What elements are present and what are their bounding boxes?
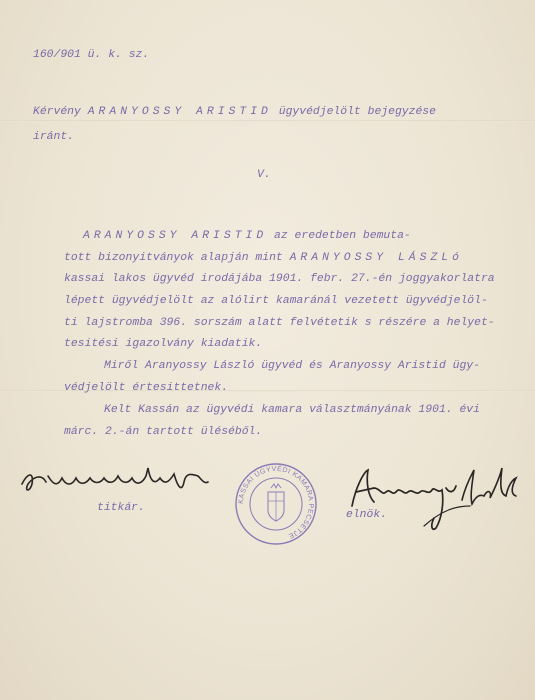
subject-name: ARANYOSSY ARISTID xyxy=(87,106,272,118)
body-text: tott bizonyitványok alapján mint xyxy=(64,252,290,264)
secretary-signature xyxy=(14,462,214,502)
paragraph-1-line-5: ti lajstromba 396. sorszám alatt felvétetik s részére a helyet- xyxy=(64,317,495,329)
secretary-label: titkár. xyxy=(97,502,145,514)
subject-line-1 xyxy=(33,106,436,118)
paragraph-3-line-2: márc. 2.-án tartott üléséből. xyxy=(64,426,263,438)
paragraph-2-line-1: Miről Aranyossy László ügyvéd és Aranyossy Aristid ügy- xyxy=(104,360,480,372)
file-number: 160/901 ü. k. sz. xyxy=(33,49,150,61)
subject-text: ügyvédjelölt bejegyzése xyxy=(271,106,436,118)
paragraph-1-line-3: kassai lakos ügyvéd irodájába 1901. febr. 27.-én joggyakorlatra xyxy=(64,273,495,285)
body-text: az eredetben bemuta- xyxy=(267,230,411,242)
president-signature xyxy=(346,466,522,538)
paragraph-1-line-1 xyxy=(83,226,411,247)
paragraph-3-line-1: Kelt Kassán az ügyvédi kamara választmányának 1901. évi xyxy=(104,404,480,416)
paragraph-1-line-4: lépett ügyvédjelölt az alólirt kamaránál vezetett ügyvédjelöl- xyxy=(64,295,488,307)
subject-text: Kérvény xyxy=(33,106,88,118)
subject-line-2: iránt. xyxy=(33,131,75,143)
paragraph-1-line-2 xyxy=(64,248,463,269)
letter-mark: V. xyxy=(257,169,271,181)
lawyer-name: ARANYOSSY LÁSZLó xyxy=(289,252,463,264)
paper-fold xyxy=(0,120,535,122)
paragraph-2-line-2: védjelölt értesittetnek. xyxy=(64,382,229,394)
president-label: elnök. xyxy=(346,509,388,521)
paragraph-1-line-6: tesitési igazolvány kiadatik. xyxy=(64,338,263,350)
chamber-stamp xyxy=(234,462,318,546)
applicant-name: ARANYOSSY ARISTID xyxy=(83,230,268,242)
stamp-text: KASSAI ÜGYVÉDI KAMARA PECSÉTJE xyxy=(237,465,315,540)
